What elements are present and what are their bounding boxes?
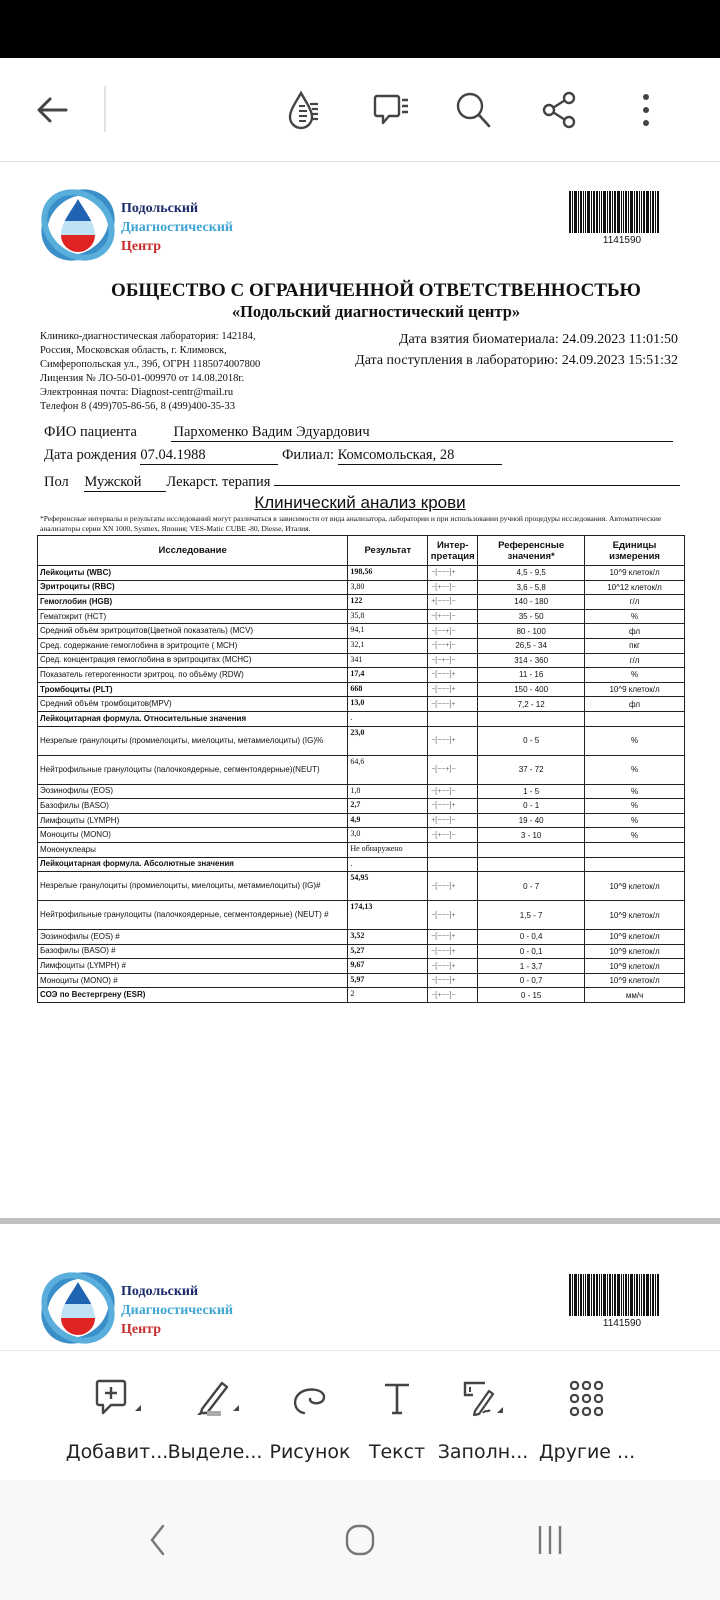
- reference-cell: 0 - 0,4: [478, 930, 585, 945]
- sample-date-value: 24.09.2023 11:01:50: [562, 332, 678, 347]
- table-header-row: [38, 536, 685, 566]
- result-cell: 64,6: [348, 755, 428, 784]
- sample-date-label: Дата взятия биоматериала:: [398, 332, 559, 347]
- patient-name-value: Пархоменко Вадим Эдуардович: [171, 424, 673, 442]
- text-icon: [371, 1375, 423, 1425]
- table-row: [38, 799, 685, 814]
- interpretation-cell: −[−−−]+: [428, 959, 478, 974]
- lab-info-line: Лицензия № ЛО-50-01-009970 от 14.08.2018г.: [40, 373, 245, 384]
- result-cell: 94,1: [348, 624, 428, 639]
- lab-info-line: Россия, Московская область, г. Климовск,: [40, 345, 227, 356]
- table-row: [38, 682, 685, 697]
- results-body: [38, 566, 685, 1003]
- test-name-cell: Эозинофилы (EOS): [38, 784, 348, 799]
- interpretation-cell: −[−−−]+: [428, 697, 478, 712]
- pdf-page-1: [0, 163, 720, 1218]
- unit-cell: %: [585, 609, 685, 624]
- table-row: [38, 653, 685, 668]
- reference-cell: 4,5 - 9,5: [478, 566, 585, 581]
- interpretation-cell: −[+−−]−: [428, 580, 478, 595]
- result-cell: 9,67: [348, 959, 428, 974]
- result-cell: 2,7: [348, 799, 428, 814]
- org-title: ОБЩЕСТВО С ОГРАНИЧЕННОЙ ОТВЕТСТВЕННОСТЬЮ: [111, 280, 641, 301]
- result-cell: 198,56: [348, 566, 428, 581]
- interpretation-cell: −[−−−]+: [428, 973, 478, 988]
- interpretation-cell: +[−−−]−: [428, 595, 478, 610]
- table-row: [38, 930, 685, 945]
- result-cell: 2: [348, 988, 428, 1003]
- interpretation-cell: −[−−+]−: [428, 755, 478, 784]
- reference-cell: 1,5 - 7: [478, 901, 585, 930]
- result-cell: .: [348, 857, 428, 872]
- reference-cell: 0 - 1: [478, 799, 585, 814]
- analysis-title: Клинический анализ крови: [254, 493, 466, 512]
- reference-cell: 3,6 - 5,8: [478, 580, 585, 595]
- reference-cell: 0 - 0,7: [478, 973, 585, 988]
- interpretation-cell: −[−−−]+: [428, 668, 478, 683]
- reference-cell: 7,2 - 12: [478, 697, 585, 712]
- lab-info-line: Электронная почта: Diagnost-centr@mail.ru: [40, 387, 234, 398]
- share-icon: [538, 88, 582, 132]
- result-cell: 4,9: [348, 813, 428, 828]
- reference-cell: 0 - 7: [478, 872, 585, 901]
- unit-cell: [585, 857, 685, 872]
- unit-cell: фл: [585, 624, 685, 639]
- received-date-label: Дата поступления в лабораторию:: [355, 353, 559, 368]
- table-section-row: [38, 857, 685, 872]
- test-name-cell: Лимфоциты (LYMPH) #: [38, 959, 348, 974]
- search-icon: [452, 88, 496, 132]
- reference-cell: 0 - 15: [478, 988, 585, 1003]
- sample-dates: [355, 329, 678, 371]
- test-name-cell: Незрелые гранулоциты (промиелоциты, миелоциты, метамиелоциты) (IG)#: [38, 872, 348, 901]
- add-comment-icon: [91, 1375, 143, 1425]
- result-cell: 3,0: [348, 828, 428, 843]
- test-name-cell: Эозинофилы (EOS) #: [38, 930, 348, 945]
- unit-cell: %: [585, 784, 685, 799]
- interpretation-cell: −[−−−]+: [428, 799, 478, 814]
- test-name-cell: Мононуклеары: [38, 842, 348, 857]
- interpretation-cell: −[−−−]+: [428, 682, 478, 697]
- table-row: [38, 726, 685, 755]
- lab-info-line: Клинико-диагностическая лаборатория: 142184,: [40, 331, 256, 342]
- reference-cell: 35 - 50: [478, 609, 585, 624]
- reading-mode-icon: [284, 88, 328, 132]
- interpretation-cell: +[−−−]−: [428, 813, 478, 828]
- table-row: [38, 842, 685, 857]
- dob-label: Дата рождения: [44, 447, 137, 463]
- therapy-value: [274, 471, 680, 486]
- nav-back-icon: [138, 1520, 178, 1560]
- share-button[interactable]: [534, 84, 586, 136]
- test-name-cell: Базофилы (BASO) #: [38, 944, 348, 959]
- test-name-cell: Базофилы (BASO): [38, 799, 348, 814]
- table-row: [38, 784, 685, 799]
- table-row: [38, 580, 685, 595]
- unit-cell: 10^9 клеток/л: [585, 901, 685, 930]
- test-name-cell: Моноциты (MONO): [38, 828, 348, 843]
- reference-cell: 0 - 0,1: [478, 944, 585, 959]
- patient-dob-row: [44, 447, 502, 465]
- barcode-number: 1141590: [602, 1318, 642, 1329]
- interpretation-cell: −[+−−]−: [428, 609, 478, 624]
- draw-label: Рисунок: [269, 1441, 351, 1463]
- arrow-left-icon: [32, 90, 72, 130]
- interpretation-cell: −[−−+]−: [428, 624, 478, 639]
- nav-home-icon: [340, 1520, 380, 1560]
- table-row: [38, 609, 685, 624]
- result-cell: 122: [348, 595, 428, 610]
- test-name-cell: СОЭ по Вестергрену (ESR): [38, 988, 348, 1003]
- unit-cell: %: [585, 813, 685, 828]
- table-row: [38, 828, 685, 843]
- unit-cell: [585, 842, 685, 857]
- more-tools-label: Другие ...: [538, 1441, 636, 1463]
- result-cell: 3,80: [348, 580, 428, 595]
- pdf-page-2: [0, 1224, 720, 1350]
- received-date-value: 24.09.2023 15:51:32: [561, 353, 678, 368]
- unit-cell: 10^9 клеток/л: [585, 930, 685, 945]
- table-row: [38, 638, 685, 653]
- result-cell: .: [348, 711, 428, 726]
- add-comment-label: Добавит...: [65, 1441, 169, 1463]
- reference-cell: [478, 857, 585, 872]
- header-result: Результат: [348, 536, 428, 566]
- logo-line-2: Диагностический: [121, 1303, 233, 1318]
- result-cell: 1,8: [348, 784, 428, 799]
- unit-cell: пкг: [585, 638, 685, 653]
- test-name-cell: Гемоглобин (HGB): [38, 595, 348, 610]
- table-row: [38, 872, 685, 901]
- logo-line-3: Центр: [121, 239, 162, 254]
- sex-label: Пол: [44, 474, 69, 490]
- status-bar: [0, 0, 720, 58]
- logo-line-2: Диагностический: [121, 220, 233, 235]
- result-cell: 32,1: [348, 638, 428, 653]
- header-units: Единицы измерения: [585, 536, 685, 566]
- lab-info-line: Телефон 8 (499)705-86-56, 8 (499)400-35-33: [40, 401, 235, 412]
- table-row: [38, 624, 685, 639]
- interpretation-cell: [428, 711, 478, 726]
- annotation-toolbar: [0, 1350, 720, 1480]
- result-cell: 668: [348, 682, 428, 697]
- logo-drop-icon: [37, 185, 119, 265]
- reference-cell: [478, 711, 585, 726]
- test-name-cell: Лейкоцитарная формула. Абсолютные значения: [38, 857, 348, 872]
- interpretation-cell: −[−−−]+: [428, 930, 478, 945]
- unit-cell: %: [585, 668, 685, 683]
- table-row: [38, 668, 685, 683]
- test-name-cell: Средний объём эритроцитов(Цветной показатель) (MCV): [38, 624, 348, 639]
- unit-cell: фл: [585, 697, 685, 712]
- reference-cell: [478, 842, 585, 857]
- more-tools-button[interactable]: [528, 1375, 646, 1475]
- unit-cell: 10^9 клеток/л: [585, 973, 685, 988]
- reference-footnote: *Референсные интервалы и результаты исследований могут различаться в зависимости от вида анализатора, лаборатории и при использовании ручной процедуры исследования. Автоматические анализаторы серии XN 1000, Sysmex, Япония; VES-Matic CUBE -80, Diesse, Италия.: [40, 514, 662, 533]
- comments-button[interactable]: [366, 84, 418, 136]
- result-cell: 35,8: [348, 609, 428, 624]
- barcode-page-2: [569, 1274, 675, 1329]
- logo-drop-icon: [37, 1268, 119, 1348]
- interpretation-cell: −[+−−]−: [428, 988, 478, 1003]
- logo-line-1: Подольский: [121, 201, 199, 216]
- result-cell: 174,13: [348, 901, 428, 930]
- table-row: [38, 755, 685, 784]
- lab-info: [40, 330, 260, 414]
- nav-recents-button[interactable]: [520, 1510, 580, 1570]
- header-interpretation: Интер-претация: [428, 536, 478, 566]
- unit-cell: [585, 711, 685, 726]
- unit-cell: г/л: [585, 653, 685, 668]
- interpretation-cell: [428, 842, 478, 857]
- unit-cell: мм/ч: [585, 988, 685, 1003]
- interpretation-cell: −[−−−]+: [428, 566, 478, 581]
- test-name-cell: Незрелые гранулоциты (промиелоциты, миелоциты, метамиелоциты) (IG)%: [38, 726, 348, 755]
- result-cell: 5,97: [348, 973, 428, 988]
- barcode: [569, 191, 675, 246]
- header-reference: Референсные значения*: [478, 536, 585, 566]
- company-logo: [37, 185, 257, 265]
- result-cell: 23,0: [348, 726, 428, 755]
- test-name-cell: Сред. концентрация гемоглобина в эритроцитах (MCHC): [38, 653, 348, 668]
- nav-recents-icon: [530, 1520, 570, 1560]
- test-name-cell: Лейкоциты (WBC): [38, 566, 348, 581]
- result-cell: Не обнаружено: [348, 842, 428, 857]
- system-nav-bar: [0, 1480, 720, 1600]
- unit-cell: 10^9 клеток/л: [585, 682, 685, 697]
- back-button[interactable]: [26, 84, 78, 136]
- test-name-cell: Нейтрофильные гранулоциты (палочкоядерные, сегментоядерные)(NEUT): [38, 755, 348, 784]
- table-row: [38, 901, 685, 930]
- nav-home-button[interactable]: [330, 1510, 390, 1570]
- test-name-cell: Гематокрит (HCT): [38, 609, 348, 624]
- sex-value: Мужской: [84, 474, 166, 492]
- table-row: [38, 959, 685, 974]
- table-row: [38, 973, 685, 988]
- unit-cell: %: [585, 755, 685, 784]
- result-cell: 54,95: [348, 872, 428, 901]
- interpretation-cell: −[−−−]+: [428, 872, 478, 901]
- unit-cell: 10^12 клеток/л: [585, 580, 685, 595]
- test-name-cell: Тромбоциты (PLT): [38, 682, 348, 697]
- more-vertical-icon: [624, 88, 668, 132]
- app-toolbar: [0, 58, 720, 162]
- barcode-bars: [569, 191, 675, 233]
- interpretation-cell: [428, 857, 478, 872]
- unit-cell: %: [585, 799, 685, 814]
- more-tools-grid-icon: [561, 1375, 613, 1425]
- toolbar-divider: [104, 86, 106, 132]
- interpretation-cell: −[−−+]−: [428, 638, 478, 653]
- test-name-cell: Показатель гетерогенности эритроц. по объёму (RDW): [38, 668, 348, 683]
- interpretation-cell: −[−−−]+: [428, 944, 478, 959]
- company-logo-page-2: [37, 1268, 257, 1348]
- table-row: [38, 944, 685, 959]
- comment-list-icon: [370, 88, 414, 132]
- table-row: [38, 595, 685, 610]
- interpretation-cell: −[+−−]−: [428, 828, 478, 843]
- text-label: Текст: [368, 1441, 426, 1463]
- reference-cell: 140 - 180: [478, 595, 585, 610]
- results-table: [37, 535, 685, 1003]
- unit-cell: 10^9 клеток/л: [585, 944, 685, 959]
- patient-name-row: [44, 424, 673, 442]
- dob-value: 07.04.1988: [140, 447, 278, 465]
- result-cell: 5,27: [348, 944, 428, 959]
- test-name-cell: Лимфоциты (LYMPH): [38, 813, 348, 828]
- result-cell: 13,0: [348, 697, 428, 712]
- fill-sign-label: Заполн...: [437, 1441, 529, 1463]
- reference-cell: 26,5 - 34: [478, 638, 585, 653]
- reference-cell: 11 - 16: [478, 668, 585, 683]
- patient-name-label: ФИО пациента: [44, 424, 137, 440]
- unit-cell: 10^9 клеток/л: [585, 959, 685, 974]
- branch-value: Комсомольская, 28: [338, 447, 502, 465]
- result-cell: 17,4: [348, 668, 428, 683]
- reference-cell: 314 - 360: [478, 653, 585, 668]
- logo-line-1: Подольский: [121, 1284, 199, 1299]
- table-row: [38, 988, 685, 1003]
- reference-cell: 19 - 40: [478, 813, 585, 828]
- highlight-label: Выделе...: [167, 1441, 263, 1463]
- logo-line-3: Центр: [121, 1322, 162, 1337]
- therapy-label: Лекарст. терапия: [166, 474, 271, 490]
- interpretation-cell: −[−+−]−: [428, 653, 478, 668]
- branch-label: Филиал:: [281, 447, 334, 463]
- unit-cell: г/л: [585, 595, 685, 610]
- test-name-cell: Сред. содержание гемоглобина в эритроците ( MCH): [38, 638, 348, 653]
- patient-sex-row: [44, 471, 680, 492]
- reading-mode-button[interactable]: [280, 84, 332, 136]
- test-name-cell: Нейтрофильные гранулоциты (палочкоядерные, сегментоядерные) (NEUT) #: [38, 901, 348, 930]
- header-test: Исследование: [38, 536, 348, 566]
- result-cell: 341: [348, 653, 428, 668]
- unit-cell: %: [585, 726, 685, 755]
- sample-date: [355, 329, 678, 350]
- table-row: [38, 813, 685, 828]
- interpretation-cell: −[+−−]−: [428, 784, 478, 799]
- more-options-button[interactable]: [620, 84, 672, 136]
- reference-cell: 1 - 3,7: [478, 959, 585, 974]
- lab-info-line: Симферопольская ул., 39б, ОГРН 1185074007800: [40, 359, 261, 370]
- result-cell: 3,52: [348, 930, 428, 945]
- draw-icon: [284, 1375, 336, 1425]
- test-name-cell: Лейкоцитарная формула. Относительные значения: [38, 711, 348, 726]
- reference-cell: 1 - 5: [478, 784, 585, 799]
- org-subtitle: «Подольский диагностический центр»: [231, 302, 521, 321]
- received-date: [355, 350, 678, 371]
- test-name-cell: Моноциты (MONO) #: [38, 973, 348, 988]
- table-row: [38, 697, 685, 712]
- reference-cell: 0 - 5: [478, 726, 585, 755]
- unit-cell: 10^9 клеток/л: [585, 566, 685, 581]
- unit-cell: %: [585, 828, 685, 843]
- interpretation-cell: −[−−−]+: [428, 901, 478, 930]
- reference-cell: 80 - 100: [478, 624, 585, 639]
- reference-cell: 37 - 72: [478, 755, 585, 784]
- highlight-pen-icon: [189, 1375, 241, 1425]
- fill-sign-button[interactable]: [424, 1375, 542, 1475]
- table-section-row: [38, 711, 685, 726]
- reference-cell: 150 - 400: [478, 682, 585, 697]
- fill-sign-icon: [457, 1375, 509, 1425]
- search-button[interactable]: [448, 84, 500, 136]
- pdf-viewer[interactable]: [0, 163, 720, 1350]
- unit-cell: 10^9 клеток/л: [585, 872, 685, 901]
- barcode-bars: [569, 1274, 675, 1316]
- table-row: [38, 566, 685, 581]
- nav-back-button[interactable]: [128, 1510, 188, 1570]
- test-name-cell: Эритроциты (RBC): [38, 580, 348, 595]
- barcode-number: 1141590: [602, 235, 642, 246]
- reference-cell: 3 - 10: [478, 828, 585, 843]
- interpretation-cell: −[−−−]+: [428, 726, 478, 755]
- test-name-cell: Средний объём тромбоцитов(MPV): [38, 697, 348, 712]
